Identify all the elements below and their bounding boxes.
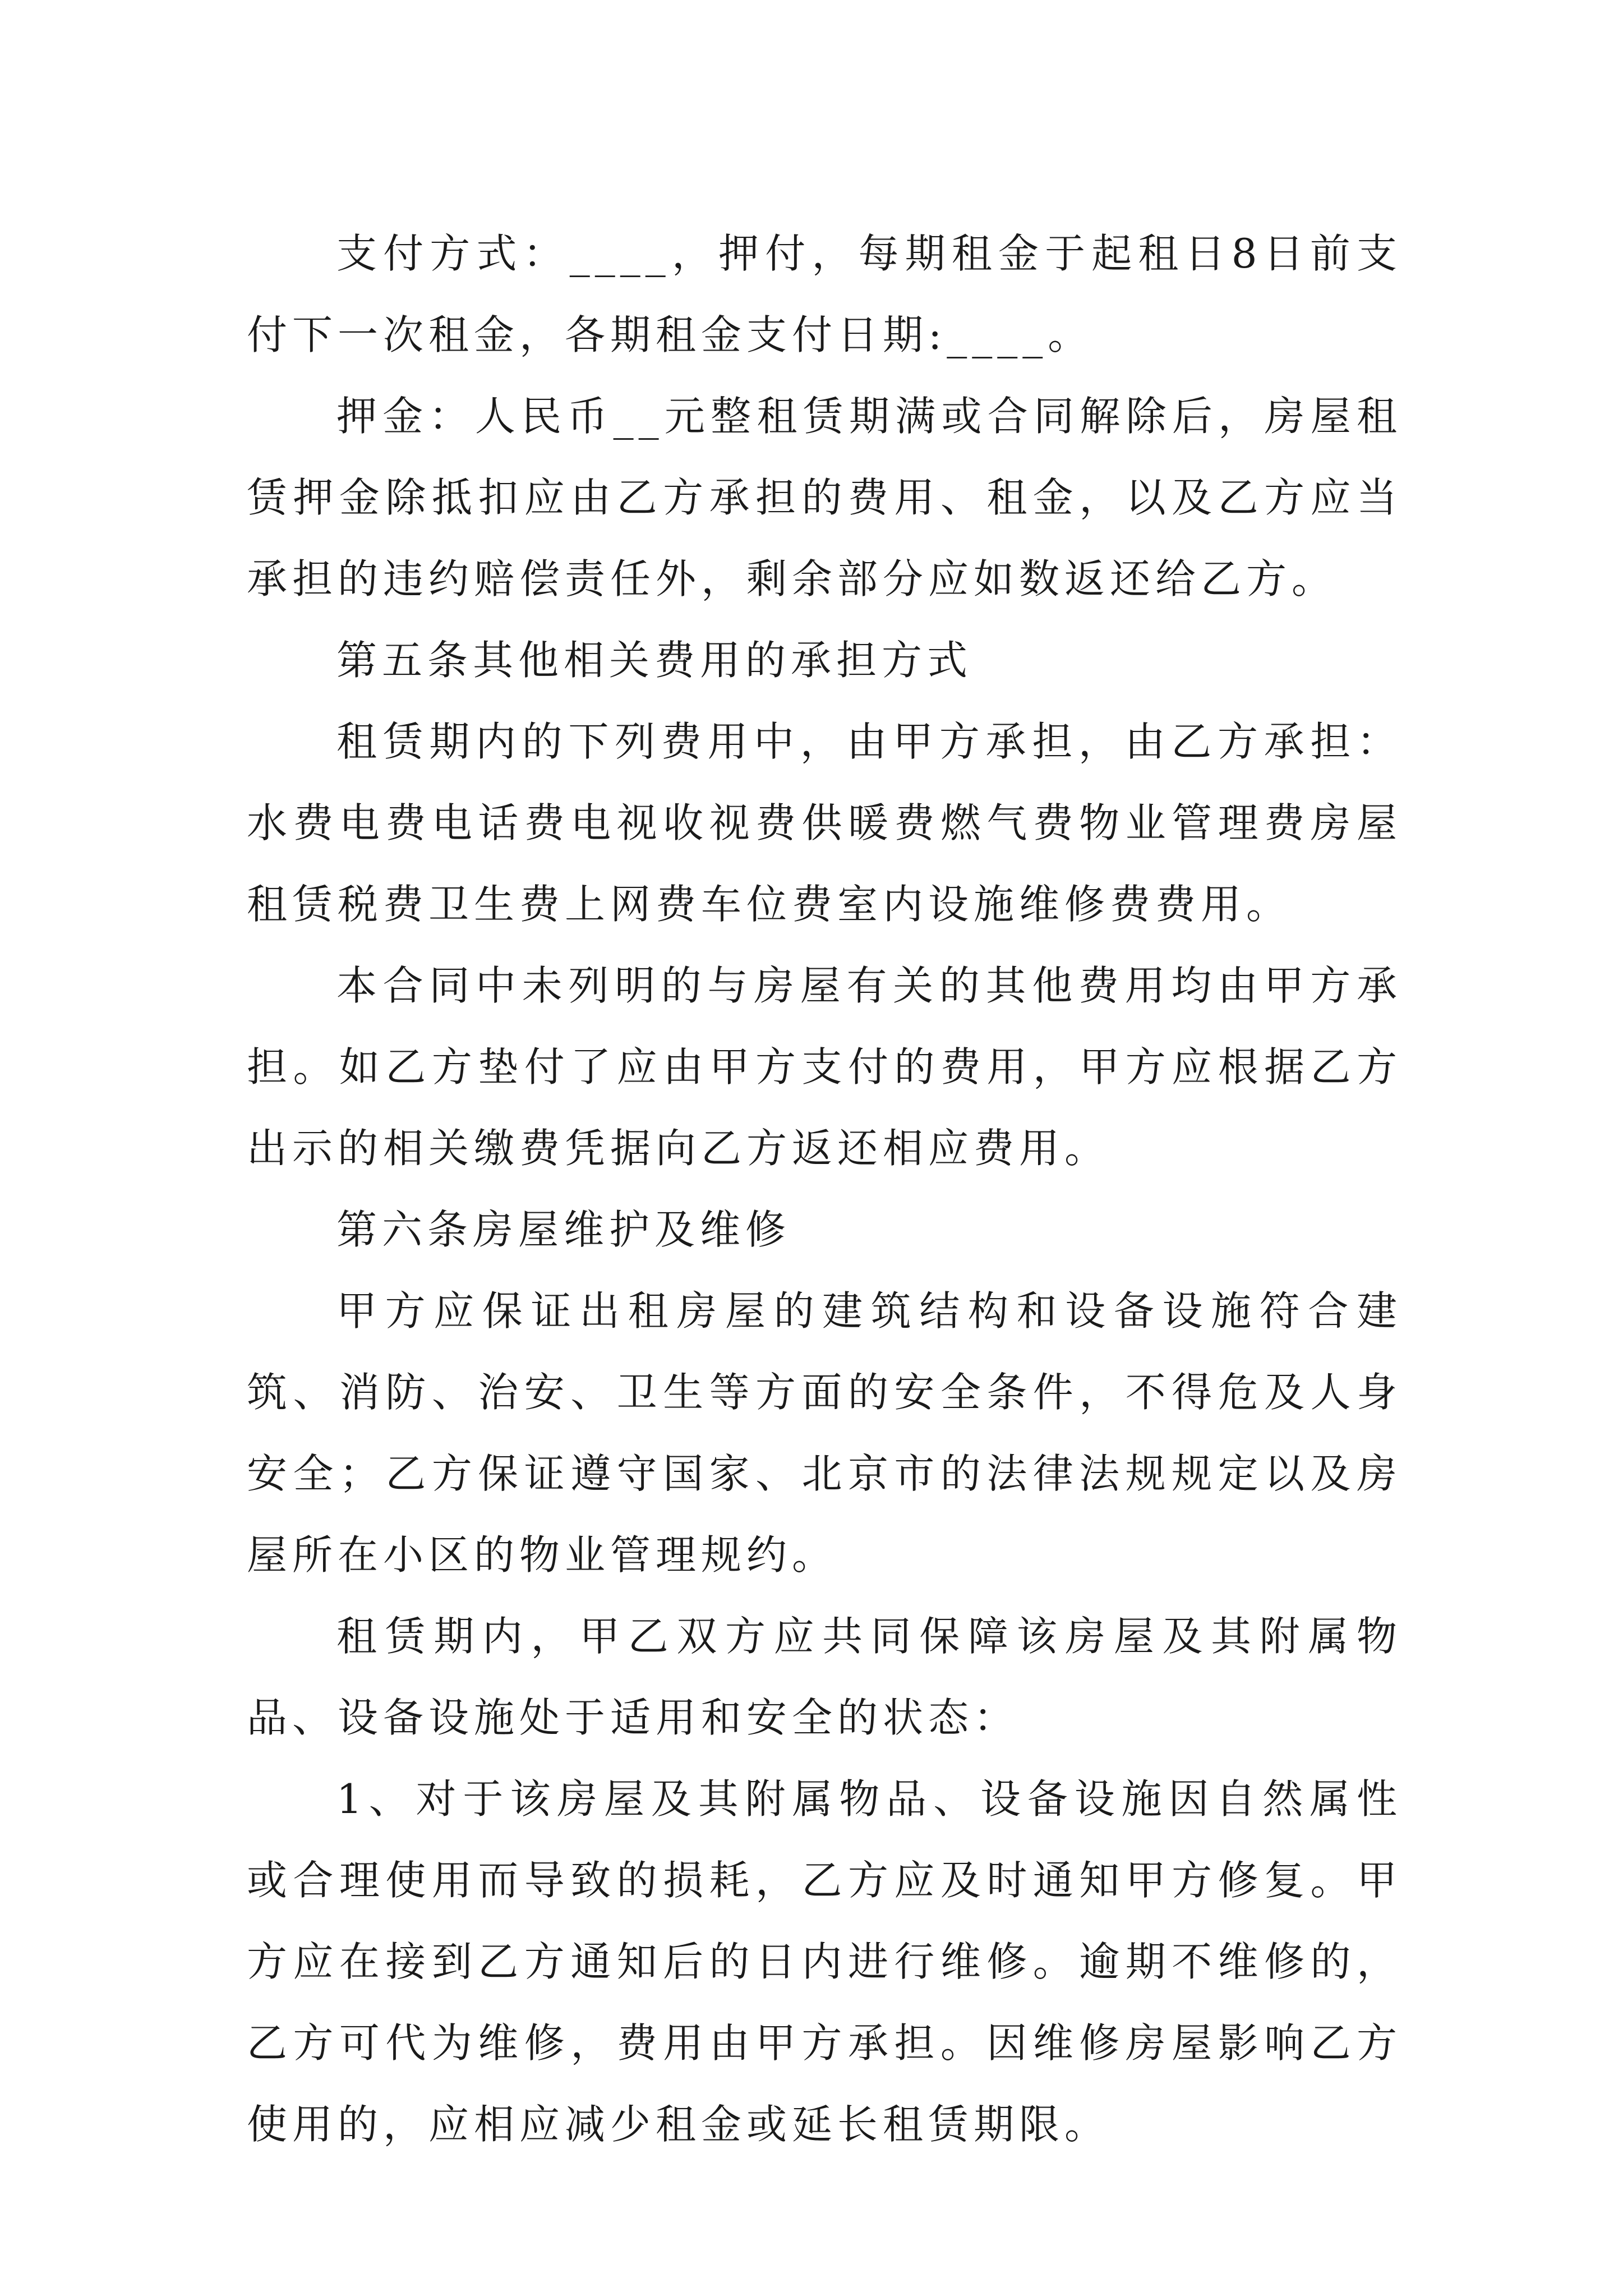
paragraph-other-fees: 本合同中未列明的与房屋有关的其他费用均由甲方承担。如乙方垫付了应由甲方支付的费用，甲方应根据乙方出示的相关缴费凭据向乙方返还相应费用。 [247, 962, 1402, 1172]
heading-article-6: 第六条房屋维护及维修 [336, 1206, 791, 1253]
paragraph-deposit: 押金：人民币__元整租赁期满或合同解除后，房屋租赁押金除抵扣应由乙方承担的费用、租金，以及乙方应当承担的违约赔偿责任外，剩余部分应如数返还给乙方。 [247, 393, 1402, 602]
paragraph-fees-list: 租赁期内的下列费用中，由甲方承担，由乙方承担：水费电费电话费电视收视费供暖费燃气费物业管理费房屋租赁税费卫生费上网费车位费室内设施维修费费用。 [247, 718, 1402, 928]
document-body [247, 213, 1402, 2165]
paragraph-payment-method: 支付方式：____，押付，每期租金于起租日8日前支付下一次租金，各期租金支付日期:____。 [247, 230, 1402, 358]
heading-article-5: 第五条其他相关费用的承担方式 [336, 637, 973, 684]
paragraph-joint-maintenance: 租赁期内，甲乙双方应共同保障该房屋及其附属物品、设备设施处于适用和安全的状态： [247, 1613, 1402, 1741]
paragraph-repair-clause-1: 1、对于该房屋及其附属物品、设备设施因自然属性或合理使用而导致的损耗，乙方应及时通知甲方修复。甲方应在接到乙方通知后的日内进行维修。逾期不维修的，乙方可代为维修，费用由甲方承担。因维修房屋影响乙方使用的，应相应减少租金或延长租赁期限。 [247, 1775, 1402, 2148]
paragraph-safety-guarantee: 甲方应保证出租房屋的建筑结构和设备设施符合建筑、消防、治安、卫生等方面的安全条件，不得危及人身安全；乙方保证遵守国家、北京市的法律法规规定以及房屋所在小区的物业管理规约。 [247, 1287, 1402, 1579]
